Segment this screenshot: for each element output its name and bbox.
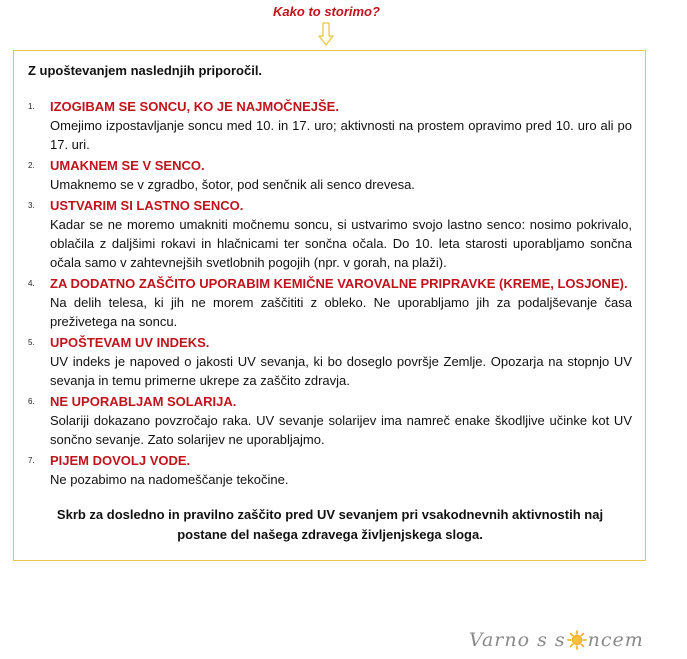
item-number: 4. [28,279,35,288]
item-number: 5. [28,338,35,347]
closing-statement: Skrb za dosledno in pravilno zaščito pred UV sevanjem pri vsakodnevnih aktivnostih naj postane del našega zdravega življenjskega sloga. [56,507,604,542]
item-text: Omejimo izpostavljanje soncu med 10. in 17. uro; aktivnosti na prostem opravimo pred 10. uro ali po 17. uri. [50,118,632,152]
list-item [28,97,632,154]
item-text: UV indeks je napoved o jakosti UV sevanja, ki bo doseglo površje Zemlje. Opozarja na stopnjo UV sevanja in temu primerne ukrepe za zaščito zdravja. [50,354,632,388]
item-number: 6. [28,397,35,406]
recommendations-box [13,50,646,561]
item-text: Ne pozabimo na nadomeščanje tekočine. [50,472,289,487]
item-number: 7. [28,456,35,465]
item-number: 2. [28,161,35,170]
item-heading: USTVARIM SI LASTNO SENCO. [50,198,244,213]
list-item [28,333,632,390]
item-heading: ZA DODATNO ZAŠČITO UPORABIM KEMIČNE VAROVALNE PRIPRAVKE (KREME, LOSJONE). [50,276,628,291]
item-text: Kadar se ne moremo umakniti močnemu soncu, si ustvarimo svojo lastno senco: nosimo pokrivalo, oblačila z daljšimi rokavi in hlačnicami ter sončna očala. Do 10. leta starosti uporabljamo sončna očala samo v zahtevnejših svetlobnih pogojih (npr. v gorah, na plaži). [50,217,632,270]
item-heading: NE UPORABLJAM SOLARIJA. [50,394,237,409]
page-title: Kako to storimo? [273,4,380,19]
item-heading: PIJEM DOVOLJ VODE. [50,453,191,468]
intro-text: Z upoštevanjem naslednjih priporočil. [28,63,263,78]
item-number: 1. [28,102,35,111]
list-item [28,451,632,489]
list-item [28,156,632,194]
sun-icon [567,630,587,650]
item-text: Solariji dokazano povzročajo raka. UV sevanje solarijev ima namreč enake škodljive učinke kot UV sončno sevanje. Zato solarijev ne uporabljajmo. [50,413,632,447]
item-heading: UPOŠTEVAM UV INDEKS. [50,335,210,350]
varno-s-soncem-logo [469,628,644,652]
down-arrow-icon [318,22,334,46]
logo-text-part1: Varno s s [469,629,566,651]
item-text: Umaknemo se v zgradbo, šotor, pod senčnik ali senco drevesa. [50,177,415,192]
list-item [28,274,632,331]
list-item [28,196,632,272]
item-heading: UMAKNEM SE V SENCO. [50,158,205,173]
recommendations-list [28,97,632,491]
list-item [28,392,632,449]
logo-text-part2: ncem [587,629,644,651]
item-number: 3. [28,201,35,210]
item-heading: IZOGIBAM SE SONCU, KO JE NAJMOČNEJŠE. [50,99,339,114]
item-text: Na delih telesa, ki jih ne morem zaščititi z obleko. Ne uporabljamo jih za podaljševanje časa preživetega na soncu. [50,295,632,329]
